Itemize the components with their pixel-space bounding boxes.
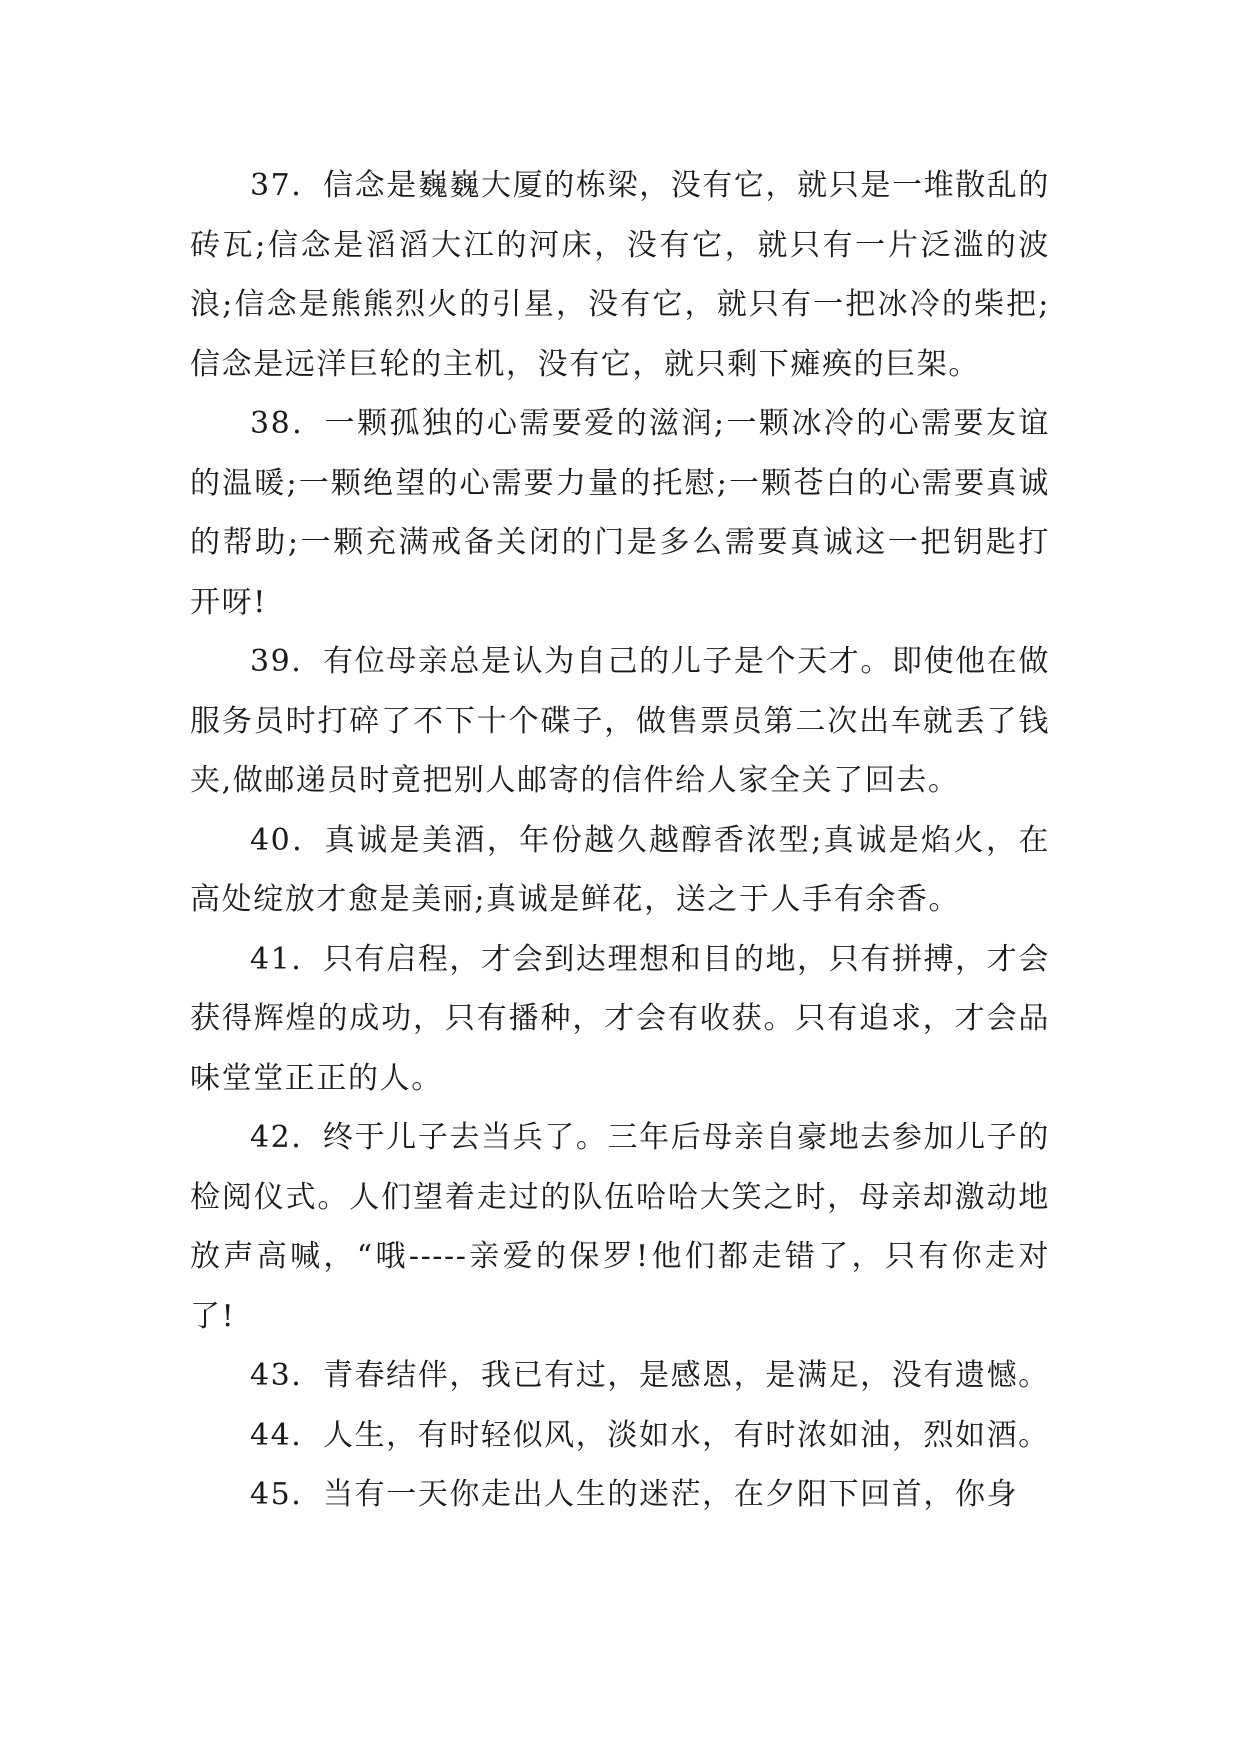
paragraph-38: 38．一颗孤独的心需要爱的滋润;一颗冰冷的心需要友谊的温暖;一颗绝望的心需要力量的托慰;一颗苍白的心需要真诚的帮助;一颗充满戒备关闭的门是多么需要真诚这一把钥匙打开呀! xyxy=(190,406,1050,620)
paragraph-45: 45．当有一天你走出人生的迷茫，在夕阳下回首，你身 xyxy=(250,1477,1019,1512)
paragraph-43: 43．青春结伴，我已有过，是感恩，是满足，没有遗憾。 xyxy=(250,1358,1050,1393)
paragraph-40: 40．真诚是美酒，年份越久越醇香浓型;真诚是焰火，在高处绽放才愈是美丽;真诚是鲜花，送之于人手有余香。 xyxy=(190,822,1050,917)
paragraph-42: 42．终于儿子去当兵了。三年后母亲自豪地去参加儿子的检阅仪式。人们望着走过的队伍哈哈大笑之时，母亲却激动地放声高喊，“哦-----亲爱的保罗!他们都走错了，只有你走对了! xyxy=(190,1120,1050,1334)
paragraph-41: 41．只有启程，才会到达理想和目的地，只有拼搏，才会获得辉煌的成功，只有播种，才会有收获。只有追求，才会品味堂堂正正的人。 xyxy=(190,941,1050,1096)
document-body xyxy=(190,156,1050,1525)
paragraph-37: 37．信念是巍巍大厦的栋梁，没有它，就只是一堆散乱的砖瓦;信念是滔滔大江的河床，没有它，就只有一片泛滥的波浪;信念是熊熊烈火的引星，没有它，就只有一把冰冷的柴把;信念是远洋巨轮的主机，没有它，就只剩下瘫痪的巨架。 xyxy=(190,168,1050,382)
paragraph-39: 39．有位母亲总是认为自己的儿子是个天才。即使他在做服务员时打碎了不下十个碟子，做售票员第二次出车就丢了钱夹,做邮递员时竟把别人邮寄的信件给人家全关了回去。 xyxy=(190,644,1050,798)
paragraph-44: 44．人生，有时轻似风，淡如水，有时浓如油，烈如酒。 xyxy=(250,1417,1050,1453)
